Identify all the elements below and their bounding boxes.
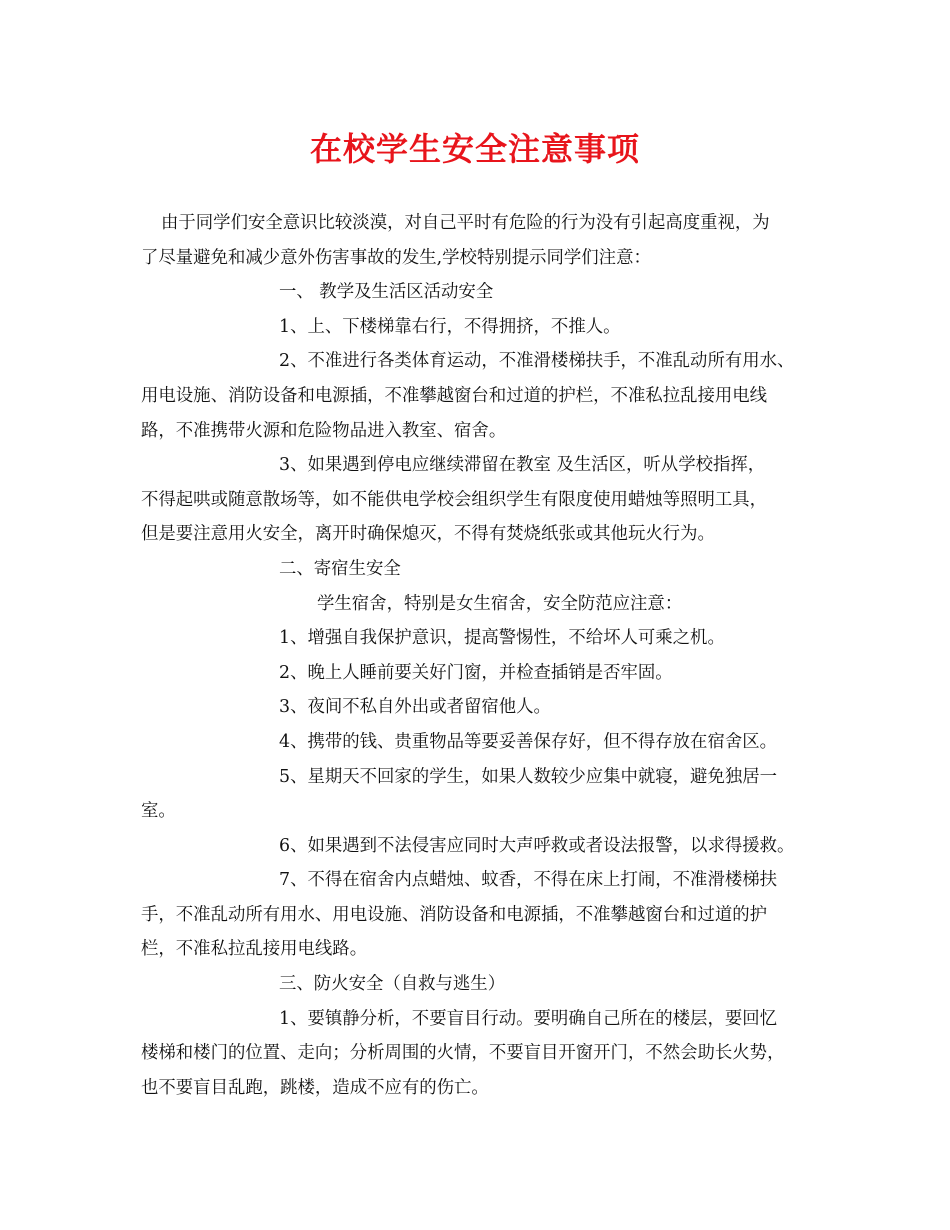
section2-item-7-line-1: 7、不得在宿舍内点蜡烛、蚊香，不得在床上打闹，不准滑楼梯扶 (279, 870, 778, 891)
intro-line-1: 由于同学们安全意识比较淡漠，对自己平时有危险的行为没有引起高度重视，为 (161, 213, 770, 233)
section2-item-7-line-3: 栏，不准私拉乱接用电线路。 (141, 939, 368, 960)
section1-item-3-line-1: 3、如果遇到停电应继续滞留在教室 及生活区，听从学校指挥， (279, 455, 766, 476)
section2-item-7-line-2: 手，不准乱动所有用水、用电设施、消防设备和电源插，不准攀越窗台和过道的护 (141, 904, 768, 925)
section-heading-3: 三、防火安全（自救与逃生） (279, 974, 506, 995)
section-heading-2: 二、寄宿生安全 (279, 558, 401, 579)
section2-item-6: 6、如果遇到不法侵害应同时大声呼救或者设法报警，以求得援救。 (279, 835, 795, 856)
intro-line-2: 了尽量避免和减少意外伤害事故的发生,学校特别提示同学们注意： (141, 247, 651, 268)
section1-item-3-line-3: 但是要注意用火安全，离开时确保熄灭，不得有焚烧纸张或其他玩火行为。 (141, 524, 715, 545)
section1-item-3-line-2: 不得起哄或随意散场等，如不能供电学校会组织学生有限度使用蜡烛等照明工具， (141, 489, 768, 510)
section2-item-4: 4、携带的钱、贵重物品等要妥善保存好，但不得存放在宿舍区。 (279, 731, 778, 752)
section1-item-2-line-1: 2、不准进行各类体育运动，不准滑楼梯扶手，不准乱动所有用水、 (279, 351, 795, 372)
section1-item-2-line-2: 用电设施、消防设备和电源插，不准攀越窗台和过道的护栏，不准私拉乱接用电线 (141, 385, 768, 406)
section2-item-1: 1、增强自我保护意识，提高警惕性，不给坏人可乘之机。 (279, 628, 725, 649)
document-body (141, 206, 813, 1105)
section3-item-1-line-1: 1、要镇静分析，不要盲目行动。要明确自己所在的楼层，要回忆 (279, 1008, 778, 1029)
section2-item-3: 3、夜间不私自外出或者留宿他人。 (279, 697, 551, 718)
section3-item-1-line-2: 楼梯和楼门的位置、走向；分析周围的火情，不要盲目开窗开门，不然会助长火势， (141, 1043, 785, 1064)
section1-item-1: 1、上、下楼梯靠右行，不得拥挤，不推人。 (279, 316, 621, 337)
document-title: 在校学生安全注意事项 (309, 130, 640, 168)
section2-item-2: 2、晚上人睡前要关好门窗，并检查插销是否牢固。 (279, 662, 673, 683)
section3-item-1-line-3: 也不要盲目乱跑，跳楼，造成不应有的伤亡。 (141, 1077, 489, 1098)
section2-item-5-line-1: 5、星期天不回家的学生，如果人数较少应集中就寝，避免独居一 (279, 766, 778, 787)
section1-item-2-line-3: 路，不准携带火源和危险物品进入教室、宿舍。 (141, 420, 507, 441)
section-heading-1: 一、 教学及生活区活动安全 (279, 282, 494, 303)
section2-item-5-line-2: 室。 (141, 801, 176, 822)
section2-intro: 学生宿舍，特别是女生宿舍，安全防范应注意： (317, 593, 683, 614)
